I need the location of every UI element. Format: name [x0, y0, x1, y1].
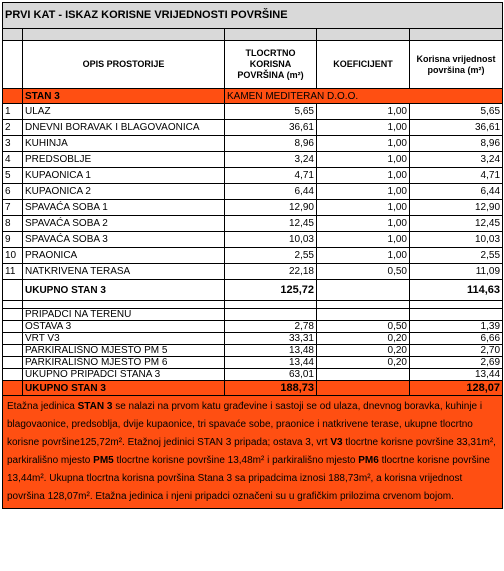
room-area: 2,55: [225, 248, 317, 264]
total-area: 125,72: [225, 280, 317, 301]
room-coef: 0,50: [317, 264, 410, 280]
room-row: [3, 104, 503, 120]
note-row: [3, 396, 503, 509]
room-coef: 1,00: [317, 248, 410, 264]
pripadak-useful: 2,70: [410, 345, 503, 357]
rooms-body: [3, 104, 503, 280]
room-name: SPAVAĆA SOBA 3: [23, 232, 225, 248]
room-useful: 36,61: [410, 120, 503, 136]
room-number: 1: [3, 104, 23, 120]
pripadak-area: 13,48: [225, 345, 317, 357]
room-name: DNEVNI BORAVAK I BLAGOVAONICA: [23, 120, 225, 136]
pripadak-area: 2,78: [225, 321, 317, 333]
pripadak-row: [3, 345, 503, 357]
room-row: [3, 168, 503, 184]
room-row: [3, 264, 503, 280]
room-number: 5: [3, 168, 23, 184]
room-row: [3, 120, 503, 136]
room-name: PREDSOBLJE: [23, 152, 225, 168]
room-area: 36,61: [225, 120, 317, 136]
pripadak-row: [3, 321, 503, 333]
note-text: Etažna jedinica STAN 3 se nalazi na prvom katu građevine i sastoji se od ulaza, dnevnog boravka, kuhinje i blagovaonice, predsoblja, dvije kupaonice, tri spavaće sobe, praonice i natkrivene terase, ukupne tlocrtno korisne površine125,72m². Etažnoj jedinici STAN 3 pripada; ostava 3, vrt V3 tlocrtne korisne površine 33,31m², parkirališno mjesto PM5 tlocrtne korisne površine 13,48m² i parkirališno mjesto PM6 tlocrtne korisne površine 13,44m². Ukupna tlocrtna korisna površina Stana 3 sa pripadcima iznosi 188,73m², a korisna vrijednost površina 128,07m². Etažna jedinica i njeni pripadci označeni su u grafičkim prilozima crvenom bojom.: [3, 396, 503, 509]
room-useful: 2,55: [410, 248, 503, 264]
room-area: 12,90: [225, 200, 317, 216]
header-opis: OPIS PROSTORIJE: [23, 41, 225, 89]
room-name: ULAZ: [23, 104, 225, 120]
header-tlocrtno: TLOCRTNO KORISNA POVRŠINA (m²): [225, 41, 317, 89]
room-useful: 4,71: [410, 168, 503, 184]
room-row: [3, 248, 503, 264]
room-number: 9: [3, 232, 23, 248]
room-name: PRAONICA: [23, 248, 225, 264]
stan-company: KAMEN MEDITERAN D.O.O.: [225, 89, 503, 104]
room-name: NATKRIVENA TERASA: [23, 264, 225, 280]
room-area: 22,18: [225, 264, 317, 280]
room-useful: 11,09: [410, 264, 503, 280]
room-row: [3, 232, 503, 248]
room-number: 6: [3, 184, 23, 200]
room-row: [3, 184, 503, 200]
room-name: KUPAONICA 2: [23, 184, 225, 200]
pripadak-area: 63,01: [225, 369, 317, 381]
pripadak-row: [3, 333, 503, 345]
room-area: 12,45: [225, 216, 317, 232]
pripadak-name: PARKIRALIŠNO MJESTO PM 5: [23, 345, 225, 357]
room-useful: 8,96: [410, 136, 503, 152]
pripadak-area: 33,31: [225, 333, 317, 345]
room-number: 10: [3, 248, 23, 264]
room-coef: 1,00: [317, 184, 410, 200]
blank-row: [3, 301, 503, 309]
grand-total-area: 188,73: [225, 381, 317, 396]
pripadak-name: OSTAVA 3: [23, 321, 225, 333]
area-table: [2, 2, 503, 509]
pripadak-row: [3, 357, 503, 369]
room-coef: 1,00: [317, 200, 410, 216]
room-coef: 1,00: [317, 136, 410, 152]
room-row: [3, 152, 503, 168]
room-name: SPAVAĆA SOBA 2: [23, 216, 225, 232]
pripadci-title: PRIPADCI NA TERENU: [23, 309, 225, 321]
room-name: SPAVAĆA SOBA 1: [23, 200, 225, 216]
sheet-title: PRVI KAT - ISKAZ KORISNE VRIJEDNOSTI POVRŠINE: [3, 3, 503, 29]
room-area: 6,44: [225, 184, 317, 200]
room-useful: 6,44: [410, 184, 503, 200]
title-row: [3, 3, 503, 29]
room-coef: 1,00: [317, 168, 410, 184]
room-number: 7: [3, 200, 23, 216]
pripadak-area: 13,44: [225, 357, 317, 369]
pripadak-useful: 2,69: [410, 357, 503, 369]
pripadak-row: [3, 369, 503, 381]
room-row: [3, 200, 503, 216]
room-coef: 1,00: [317, 232, 410, 248]
header-koeficijent: KOEFICIJENT: [317, 41, 410, 89]
room-number: 4: [3, 152, 23, 168]
room-useful: 10,03: [410, 232, 503, 248]
spacer-row: [3, 29, 503, 41]
pripadak-useful: 13,44: [410, 369, 503, 381]
total-row: [3, 280, 503, 301]
total-useful: 114,63: [410, 280, 503, 301]
pripadci-title-row: [3, 309, 503, 321]
room-name: KUHINJA: [23, 136, 225, 152]
pripadak-coef: 0,20: [317, 333, 410, 345]
room-number: 2: [3, 120, 23, 136]
pripadak-name: UKUPNO PRIPADCI STANA 3: [23, 369, 225, 381]
room-area: 8,96: [225, 136, 317, 152]
room-number: 3: [3, 136, 23, 152]
room-area: 10,03: [225, 232, 317, 248]
room-coef: 1,00: [317, 120, 410, 136]
header-cell-index: [3, 41, 23, 89]
room-coef: 1,00: [317, 152, 410, 168]
pripadak-coef: 0,20: [317, 357, 410, 369]
room-useful: 12,90: [410, 200, 503, 216]
pripadak-useful: 1,39: [410, 321, 503, 333]
header-korisna: Korisna vrijednost površina (m²): [410, 41, 503, 89]
room-number: 8: [3, 216, 23, 232]
pripadci-body: [3, 309, 503, 381]
room-coef: 1,00: [317, 216, 410, 232]
room-row: [3, 216, 503, 232]
pripadak-name: PARKIRALIŠNO MJESTO PM 6: [23, 357, 225, 369]
room-area: 4,71: [225, 168, 317, 184]
pripadak-coef: [317, 369, 410, 381]
stan-header-row: [3, 89, 503, 104]
room-area: 3,24: [225, 152, 317, 168]
room-coef: 1,00: [317, 104, 410, 120]
pripadak-coef: 0,20: [317, 345, 410, 357]
room-area: 5,65: [225, 104, 317, 120]
pripadak-useful: 6,66: [410, 333, 503, 345]
grand-total-useful: 128,07: [410, 381, 503, 396]
pripadak-coef: 0,50: [317, 321, 410, 333]
room-name: KUPAONICA 1: [23, 168, 225, 184]
pripadak-name: VRT V3: [23, 333, 225, 345]
room-useful: 12,45: [410, 216, 503, 232]
grand-total-label: UKUPNO STAN 3: [23, 381, 225, 396]
room-useful: 5,65: [410, 104, 503, 120]
room-number: 11: [3, 264, 23, 280]
grand-total-row: [3, 381, 503, 396]
header-row: [3, 41, 503, 89]
room-row: [3, 136, 503, 152]
total-label: UKUPNO STAN 3: [23, 280, 225, 301]
room-useful: 3,24: [410, 152, 503, 168]
stan-label: STAN 3: [23, 89, 225, 104]
